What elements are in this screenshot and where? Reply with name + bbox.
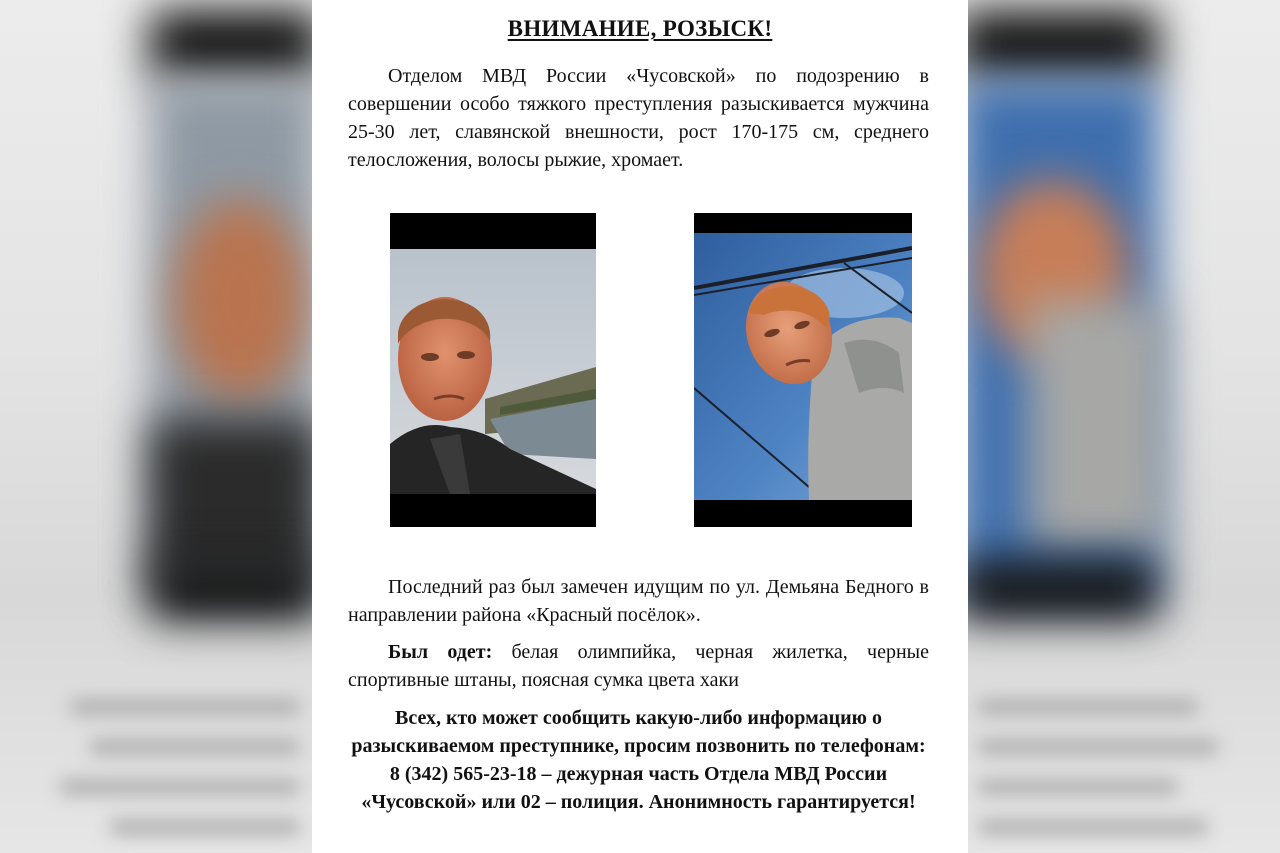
clothing-label: Был одет: bbox=[388, 641, 493, 663]
suspect-photo-1 bbox=[390, 213, 596, 527]
suspect-description: Отделом МВД России «Чусовской» по подозрению в совершении особо тяжкого преступления разыскивается мужчина 25-30 лет, славянской внешности, рост 170-175 см, среднего телосложения, волосы рыжие, хромает. bbox=[348, 65, 929, 171]
last-seen-info: Последний раз был замечен идущим по ул. Демьяна Бедного в направлении района «Красный посёлок». bbox=[348, 576, 929, 626]
blurred-backdrop-left bbox=[0, 0, 312, 853]
poster-title: ВНИМАНИЕ, РОЗЫСК! bbox=[507, 16, 773, 41]
wanted-poster bbox=[312, 0, 968, 853]
suspect-photo-1-image bbox=[390, 249, 596, 494]
blurred-backdrop-right bbox=[968, 0, 1280, 853]
contact-appeal: Всех, кто может сообщить какую-либо информацию о разыскиваемом преступнике, просим позвонить по телефонам: 8 (342) 565-23-18 – дежурная часть Отдела МВД России «Чусовской» или 02 – полиция. Анонимность гарантируется! bbox=[351, 707, 926, 813]
suspect-photo-2 bbox=[694, 213, 912, 527]
clothing-info bbox=[348, 638, 929, 694]
clothing-description: белая олимпийка, черная жилетка, черные спортивные штаны, поясная сумка цвета хаки bbox=[348, 641, 929, 691]
suspect-photo-2-image bbox=[694, 233, 912, 500]
